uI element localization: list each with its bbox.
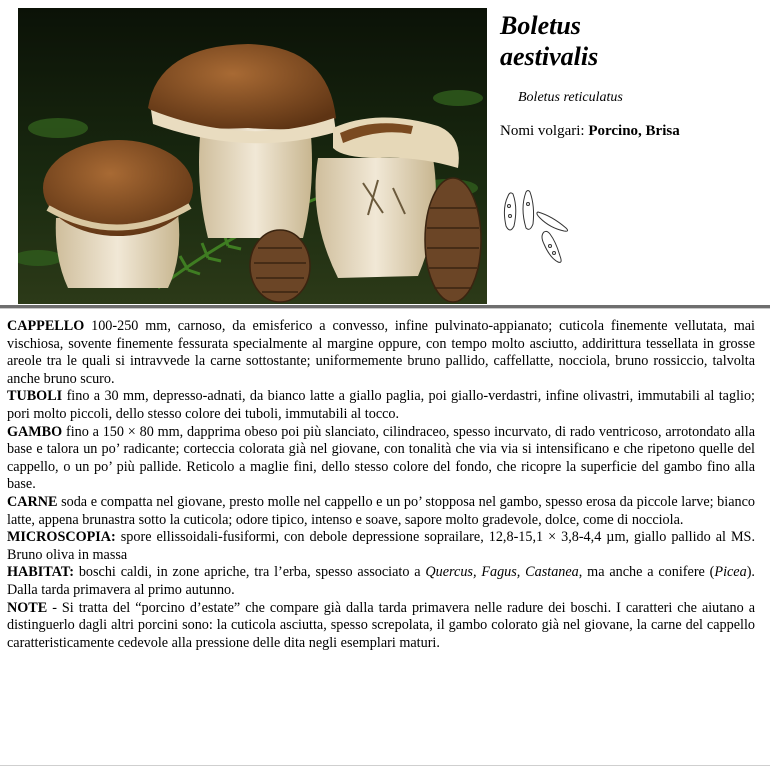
cappello-section [7,318,755,388]
habitat-text-c: ). Dalla tarda primavera al primo autunno. [7,564,755,598]
habitat-section [7,564,755,599]
common-names-label: Nomi volgari: [500,123,585,139]
microscopia-section [7,529,755,564]
tuboli-text: fino a 30 mm, depresso-adnati, da bianco latte a giallo paglia, poi giallo-verdastri, infine olivastri, immutabili al taglio; pori molto piccoli, dello stesso colore dei tuboli, immutabili al tocco. [7,388,755,422]
gambo-text: fino a 150 × 80 mm, dapprima obeso poi più slanciato, cilindraceo, spesso incurvato, di rado ventricoso, arrotondato alla base e talora un po’ radicante; corteccia colorata già nel giovane, con tonalità che via via si intensificano e che ripetono quelle del cappello, o un po’ più pallide. Reticolo a maglie fini, dello stesso colore del fondo, che ricopre la superficie del gambo fino alla base. [7,423,755,493]
habitat-text-b: , ma anche a conifere ( [578,564,715,581]
note-section [7,600,755,653]
gambo-label: GAMBO [7,423,63,440]
genus-name: Boletus [500,11,581,40]
spore-drawing [500,186,580,266]
cappello-label: CAPPELLO [7,318,85,334]
section-divider [0,305,770,309]
title-block [500,10,762,140]
mushroom-illustration [18,8,487,304]
synonym: Boletus reticulatus [518,90,623,105]
carne-label: CARNE [7,493,58,510]
habitat-conifer: Picea [714,564,747,581]
cappello-text: 100-250 mm, carnoso, da emisferico a convesso, infine pulvinato-appianato; cuticola finemente vellutata, mai vischiosa, sovente finemente fessurata specialmente al margine oppure, con tempo molto asciutto, addirittura tessellata in grosse areole tra le quali si intravvede la carne sottostante; uniformemente bruno pallido, caffellatte, nocciola, bruno rossiccio, talvolta anche bruno scuro. [7,318,755,387]
note-label: NOTE [7,599,48,616]
note-text: - Si tratta del “porcino d’estate” che compare già dalla tarda primavera nelle radure dei boschi. I caratteri che aiutano a distinguerlo dagli altri porcini sono: la cuticola asciutta, spesso screpolata, il gambo colorato già nel giovane, la carne del cappello caratteristicamente cedevole alla pressione delle dita negli esemplari maturi. [7,599,755,651]
description [7,318,755,652]
microscopia-label: MICROSCOPIA: [7,529,116,546]
microscopia-text: spore ellissoidali-fusiformi, con debole depressione soprailare, 12,8-15,1 × 3,8-4,4 µm, giallo pallido al MS. Bruno oliva in massa [7,529,755,563]
carne-section [7,494,755,529]
common-names [500,123,762,140]
species-name [500,10,762,72]
species-epithet: aestivalis [500,42,599,71]
carne-text: soda e compatta nel giovane, presto molle nel cappello e un po’ stopposa nel gambo, spesso erosa da piccole larve; bianco latte, appena brunastra sotto la cuticola; odore tipico, intenso e soave, sapore molto gradevole, dolce, come di nocciola. [7,493,755,528]
bottom-divider [0,765,770,766]
mushroom-photo [18,8,487,304]
habitat-hosts: Quercus, Fagus, Castanea [425,564,579,581]
tuboli-label: TUBOLI [7,388,63,405]
common-names-value: Porcino, Brisa [588,123,680,139]
tuboli-section [7,388,755,423]
habitat-text-a: boschi caldi, in zone apriche, tra l’erba, spesso associato a [74,564,426,581]
gambo-section [7,424,755,494]
habitat-label: HABITAT: [7,564,74,581]
